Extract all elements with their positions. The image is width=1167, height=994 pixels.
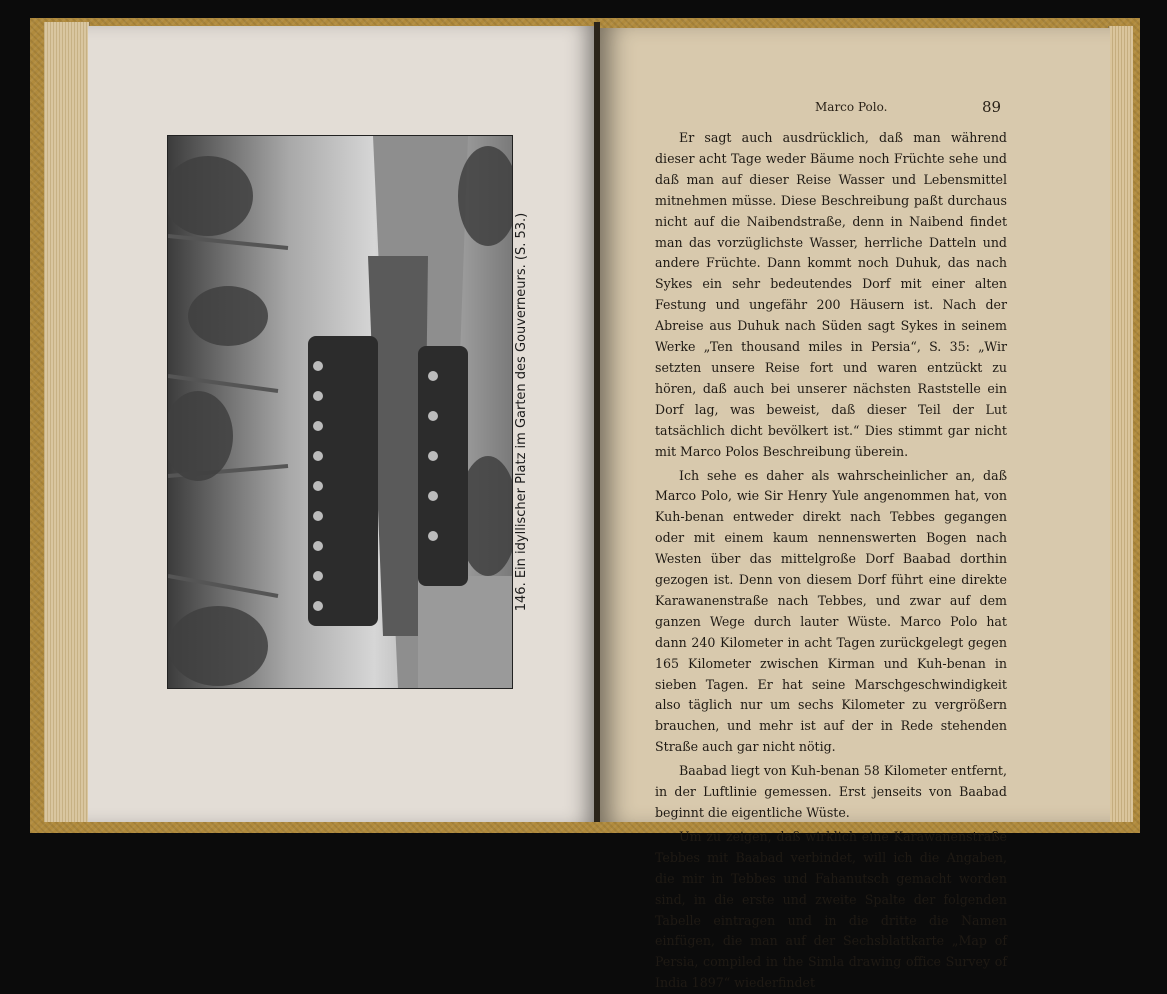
running-title: Marco Polo. — [815, 100, 888, 114]
page-edges-right — [1108, 26, 1133, 822]
page-edges-left — [44, 22, 90, 822]
body-text — [655, 128, 1007, 994]
paragraph: Baabad liegt von Kuh-benan 58 Kilometer entfernt, in der Luftlinie gemessen. Erst jenseits von Baabad beginnt die eigentliche Wüste. — [655, 763, 1007, 820]
paragraph: Um zu zeigen, daß wirklich eine Karawanenstraße Tebbes mit Baabad verbindet, will ich die Angaben, die mir in Tebbes und Fahanutsch gemacht worden sind, in die erste und zweite Spalte der folgenden Tabelle eintragen und in die dritte die Namen einfügen, die man auf der Sechsblattkarte „Map of Persia, compiled in the Simla drawing office Survey of India 1897“ wiederfindet — [655, 828, 1007, 991]
garden-photo-icon — [167, 135, 513, 689]
photo-caption: 146. Ein idyllischer Platz im Garten des Gouverneurs. (S. 53.) — [514, 212, 529, 612]
paragraph: Er sagt auch ausdrücklich, daß man während dieser acht Tage weder Bäume noch Früchte sehe und daß man auf dieser Reise Wasser und Lebensmittel mitnehmen müsse. Diese Beschreibung paßt durchaus nicht auf die Naibendstraße, denn in Naibend findet man das vorzüglichste Wasser, herrliche Datteln und andere Früchte. Dann kommt noch Duhuk, das nach Sykes ein sehr bedeutendes Dorf mit einer alten Festung und ungefähr 200 Häusern ist. Nach der Abreise aus Duhuk nach Süden sagt Sykes in seinem Werke „Ten thousand miles in Persia“, S. 35: „Wir setzten unsere Reise fort und waren entzückt zu hören, daß auch bei unserer nächsten Raststelle ein Dorf lag, was beweist, daß dieser Teil der Lut tatsächlich dicht bevölkert ist.“ Dies stimmt gar nicht mit Marco Polos Beschreibung überein. — [655, 130, 1007, 459]
garden-photo-drawing — [168, 136, 512, 688]
paragraph: Ich sehe es daher als wahrscheinlicher an, daß Marco Polo, wie Sir Henry Yule angenommen hat, von Kuh-benan entweder direkt nach Tebbes gegangen oder mit einem kaum nennenswerten Bogen nach Westen über das mittelgroße Dorf Baabad dorthin gezogen ist. Denn von diesem Dorf führt eine direkte Karawanenstraße nach Tebbes, und zwar auf dem ganzen Wege durch lauter Wüste. Marco Polo hat dann 240 Kilometer in acht Tagen zurückgelegt gegen 165 Kilometer zwischen Kirman und Kuh-benan in sieben Tagen. Er hat seine Marschgeschwindigkeit also täglich nur um sechs Kilometer zu vergrößern brauchen, und mehr ist auf der in Rede stehenden Straße auch gar nicht nötig. — [655, 467, 1007, 755]
page-number: 89 — [982, 98, 1002, 116]
book-gutter — [594, 22, 600, 822]
